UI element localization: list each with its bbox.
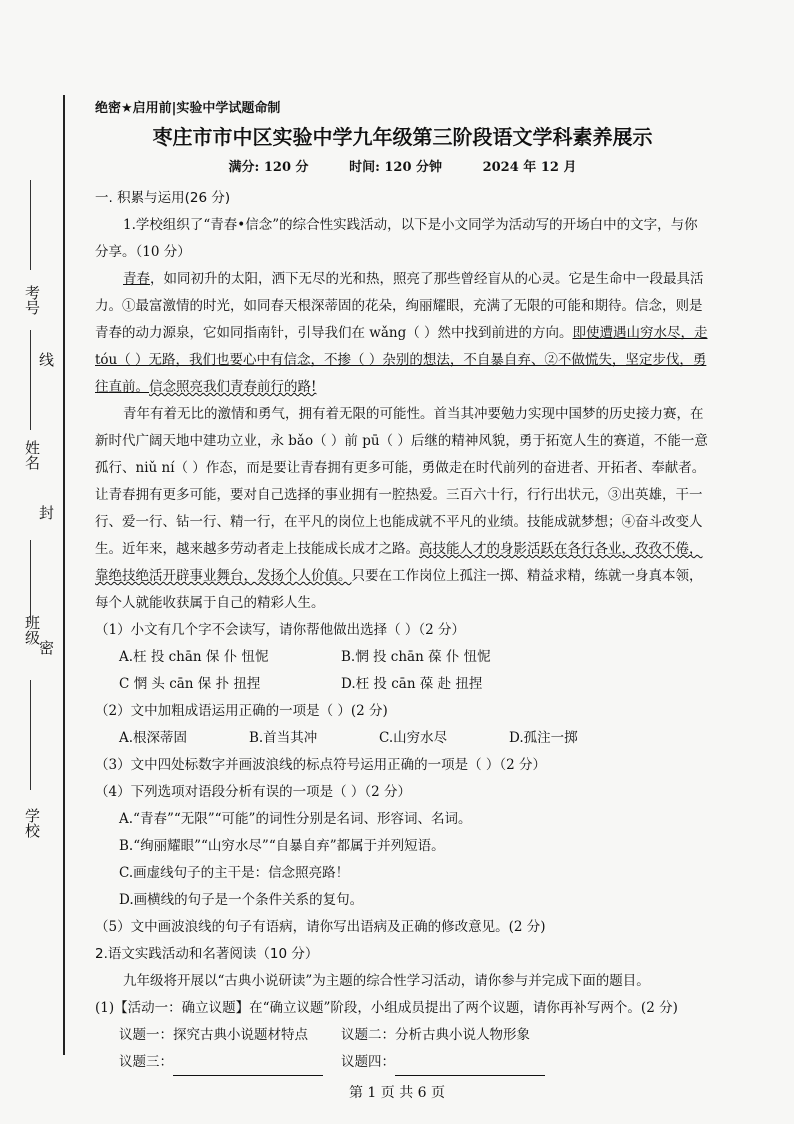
q1-intro: 1.学校组织了“青春•信念”的综合性实践活动，以下是小文同学为活动写的开场白中的文字，与你分享。（10 分）: [95, 217, 698, 260]
class-blank: [30, 680, 31, 790]
topic-2: 议题二：分析古典小说人物形象: [341, 1027, 530, 1043]
q1-2-options: [95, 725, 710, 752]
topic-3: [119, 1049, 341, 1076]
section2-intro: 九年级将开展以“古典小说研读”为主题的综合性学习活动，请你参与并完成下面的题目。: [123, 973, 650, 989]
option-a: A.根深蒂固: [119, 730, 188, 746]
line-segment: [30, 330, 31, 430]
exam-number-label: 考号: [23, 285, 41, 315]
p1-underlined-sentence: 即使遭遇山穷水尽，走 tóu（ ）无路，我们也要心中有信念，不掺（ ）杂别的想法，不自暴自弃、②不做慌失，坚定步伐，勇往直前。: [95, 325, 708, 395]
class-label: 班级: [23, 615, 41, 645]
school-label: 学校: [23, 808, 41, 838]
section2-heading: 2.语文实践活动和名著阅读（10 分）: [95, 946, 319, 962]
full-score: 满分: 120 分: [228, 160, 309, 175]
option-b: B.惘 投 chān 葆 仆 忸怩: [341, 649, 491, 665]
p1-text-a: ，如同初升的太阳，洒下无尽的光和热，照亮了那些曾经盲从的心灵。它是生命中一段最具活力: [95, 271, 704, 314]
p2-text-c: 只要在工作岗位上孤注一掷、精益求精，练就一身真本领，每个人就能收获属于自己的精彩人生。: [95, 568, 703, 611]
topic-4: [341, 1049, 545, 1076]
name-label: 姓名: [23, 440, 41, 470]
binding-line: [63, 95, 65, 1055]
q1-4: （4）下列选项对语段分析有误的一项是（ ）（2 分）: [95, 784, 412, 800]
page-number: 第 1 页 共 6 页: [348, 1085, 446, 1101]
topic-3-label: 议题三：: [119, 1054, 173, 1070]
option-c: C.山穷水尽: [379, 730, 448, 746]
exam-number-blank: [30, 180, 31, 270]
exam-content: [95, 95, 710, 1076]
section1-heading: 一. 积累与运用(26 分): [95, 190, 231, 206]
passage-paragraph-2: [95, 401, 710, 617]
seal-char-xian: 线: [37, 352, 55, 367]
q1-5: （5）文中画波浪线的句子有语病，请你写出语病及正确的修改意见。(2 分): [95, 919, 546, 935]
p1-dotted-sentence: 信念照亮我们青春前行的路!: [149, 379, 317, 395]
topic-4-blank[interactable]: [395, 1059, 545, 1076]
exam-meta: [95, 154, 710, 181]
q1-1-options-row2: [95, 671, 710, 698]
seal-char-mi: 密: [37, 640, 55, 655]
q1-1-options-row1: [95, 644, 710, 671]
topic-3-blank[interactable]: [173, 1059, 323, 1076]
option-a: A.枉 投 chān 保 仆 忸怩: [119, 649, 269, 665]
option-c: C 惘 头 cān 保 扑 扭捏: [119, 676, 261, 692]
q1-2: （2）文中加粗成语运用正确的一项是（ ）(2 分): [95, 703, 388, 719]
confidential-mark: 绝密★启用前|实验中学试题命制: [95, 101, 281, 116]
q1-4-option-d: D.画横线的句子是一个条件关系的复句。: [119, 892, 364, 908]
exam-time: 时间: 120 分钟: [349, 160, 443, 175]
name-blank: [30, 540, 31, 620]
passage-paragraph-1: [95, 266, 710, 401]
option-d: D.枉 投 cān 葆 赴 扭捏: [341, 676, 483, 692]
q1-1: （1）小文有几个字不会读写，请你帮他做出选择（ ）（2 分）: [95, 622, 466, 638]
topics-row1: [95, 1022, 710, 1049]
exam-date: 2024 年 12 月: [482, 160, 577, 175]
p1-text-b: 。①最富激情的时光，如同春天根深蒂固的花朵，绚丽耀眼，充满了无限的可能和期待。信念，则是青春的动力源泉，它如同指南针，引导我们在 wǎng（ ）然中找到前进的方向。: [95, 298, 703, 341]
option-d: D.孤注一掷: [509, 730, 578, 746]
section2-q1: (1)【活动一：确立议题】在“确立议题”阶段，小组成员提出了两个议题，请你再补写两个。(2 分): [95, 1000, 678, 1016]
exam-title: 枣庄市市中区实验中学九年级第三阶段语文学科素养展示: [152, 125, 653, 149]
option-b: B.首当其冲: [249, 730, 318, 746]
seal-char-feng: 封: [37, 505, 55, 520]
p2-text-a: 青年有着无比的激情和勇气，拥有着无限的可能性。首当其冲要勉力实现中国梦的历史接力赛，在新时代广阔天地中建功立业，永 bǎo（ ）前 pū（ ）后继的精神风貌，勇于拓宽人生的赛道，不能一意孤行、niǔ ní（ ）作态，而是要让青春拥有更多可能，勇做走在时代前列的奋进者、开拓者、奉献者。让青春拥有更多可能，要对自己选择的事业拥有一腔热爱。三百六十行，行行出状元，③出英雄，干一行、爱一行、钻一行、精一行，在平凡的岗位上也能成就不平凡的业绩。技能成就梦想；④奋斗改变人生。近年来，越来越多劳动者走上技能成长成才之路。: [95, 406, 708, 557]
q1-4-option-c: C.画虚线句子的主干是：信念照亮路！: [119, 865, 350, 881]
q1-4-option-b: B.“绚丽耀眼”“山穷水尽”“自暴自弃”都属于并列短语。: [119, 838, 445, 854]
topic-4-label: 议题四：: [341, 1054, 395, 1070]
q1-4-option-a: A.“青春”“无限”“可能”的词性分别是名词、形容词、名词。: [119, 811, 472, 827]
topics-row2: [95, 1049, 710, 1076]
p2-wavy-sentence: 高技能人才的身影活跃在各行各业，孜孜不倦，靠绝技绝活开辟事业舞台，发扬个人价值。: [95, 541, 703, 584]
topic-1: 议题一：探究古典小说题材特点: [119, 1027, 308, 1043]
word-qingchun: 青春: [123, 271, 150, 287]
q1-3: （3）文中四处标数字并画波浪线的标点符号运用正确的一项是（ ）（2 分）: [95, 757, 547, 773]
